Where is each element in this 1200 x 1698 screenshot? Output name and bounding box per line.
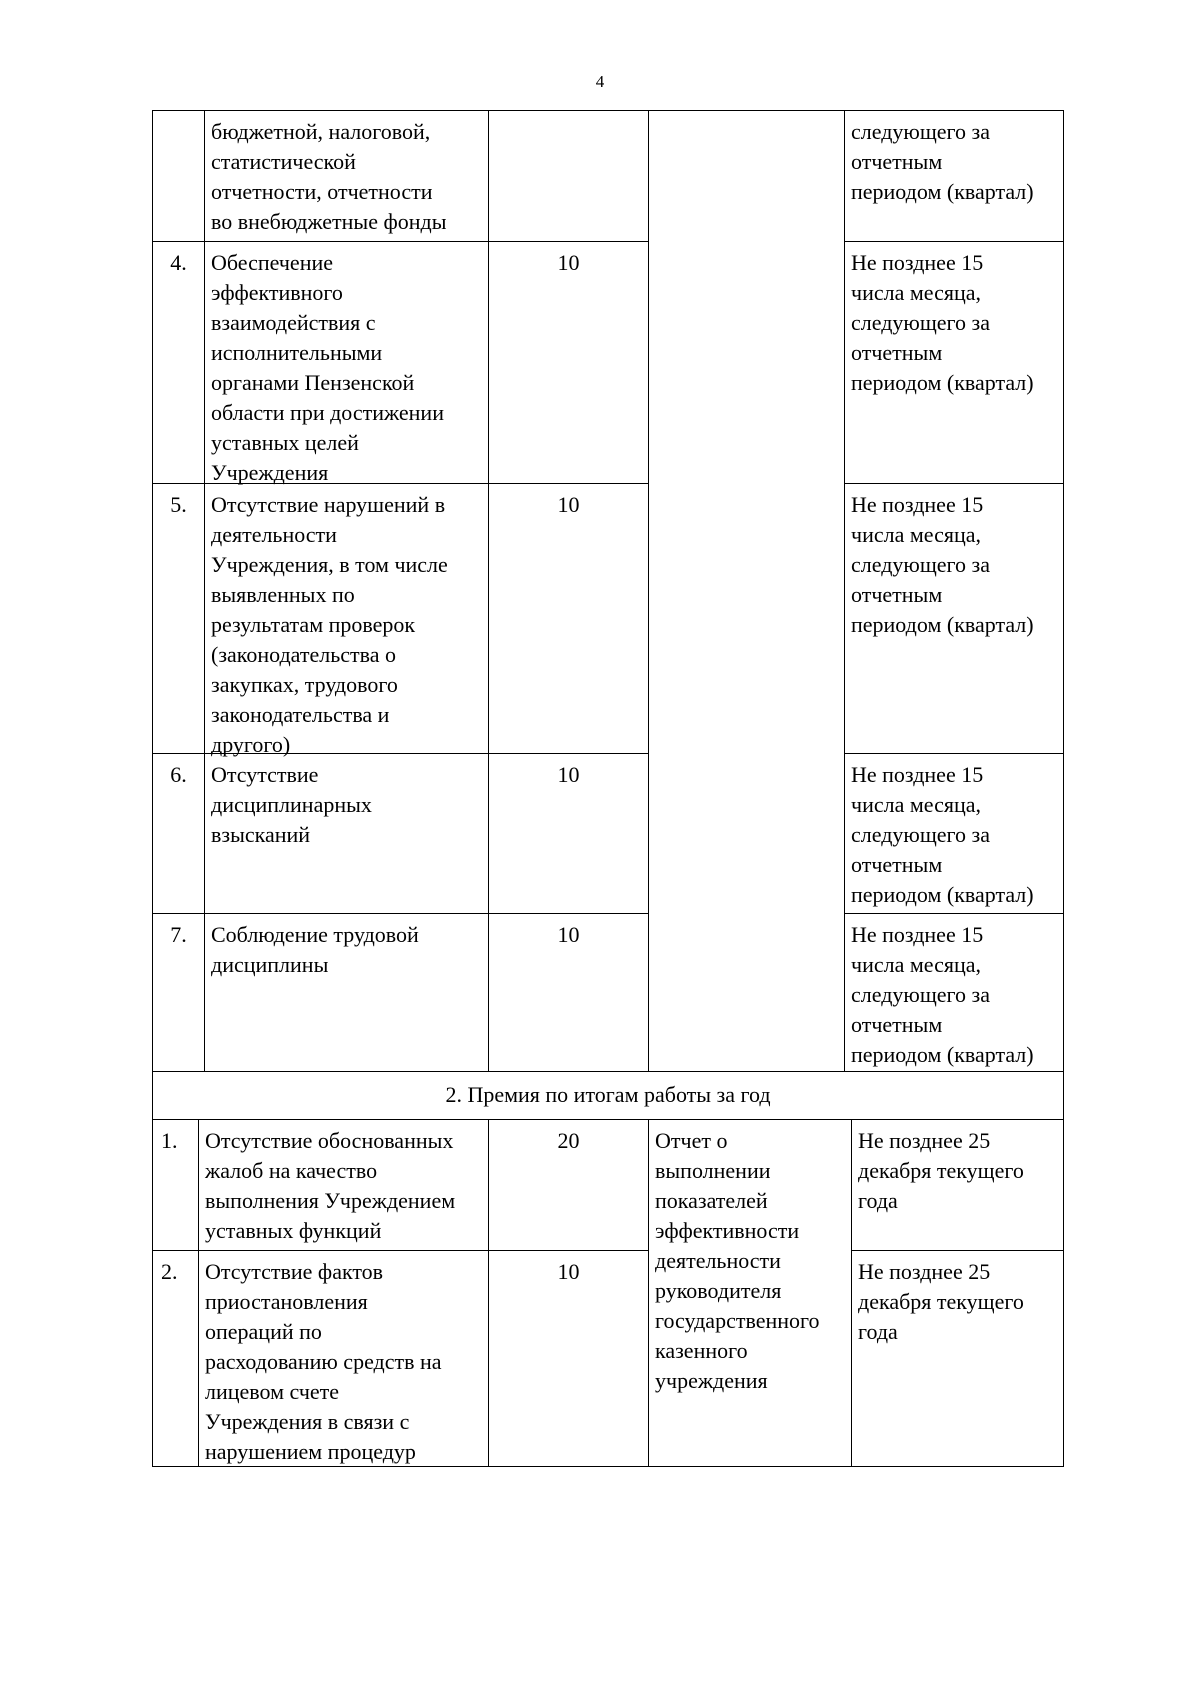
text-line: другого) <box>211 732 291 757</box>
text-line: учреждения <box>655 1368 768 1393</box>
text-line: органами Пензенской <box>211 370 415 395</box>
row-number-cell: 4. <box>152 241 205 484</box>
text-line: отчетным <box>851 852 943 877</box>
text-line: взысканий <box>211 822 311 847</box>
score-cell: 10 <box>488 913 649 1072</box>
text-line: дисциплинарных <box>211 792 372 817</box>
text-line: деятельности <box>211 522 337 547</box>
text-line: деятельности <box>655 1248 781 1273</box>
report-source-cell <box>648 110 845 1072</box>
text-line: взаимодействия с <box>211 310 376 335</box>
text-line: следующего за <box>851 310 990 335</box>
text-line: выполнения Учреждением <box>205 1188 456 1213</box>
text-line: бюджетной, налоговой, <box>211 119 431 144</box>
indicator-cell <box>204 913 489 1072</box>
text-line: руководителя <box>655 1278 782 1303</box>
text-line: исполнительными <box>211 340 383 365</box>
text-line: результатам проверок <box>211 612 416 637</box>
text-line: эффективности <box>655 1218 800 1243</box>
text-line: числа месяца, <box>851 792 982 817</box>
score-cell: 10 <box>488 1250 649 1467</box>
score-cell: 10 <box>488 483 649 754</box>
text-line: декабря текущего <box>858 1289 1024 1314</box>
text-line: периодом (квартал) <box>851 1042 1034 1067</box>
row-number-cell <box>152 110 205 242</box>
text-line: дисциплины <box>211 952 329 977</box>
text-line: Отсутствие обоснованных <box>205 1128 454 1153</box>
text-line: лицевом счете <box>205 1379 340 1404</box>
row-number-cell: 5. <box>152 483 205 754</box>
text-line: Не позднее 15 <box>851 762 984 787</box>
text-line: жалоб на качество <box>205 1158 378 1183</box>
indicator-cell <box>204 241 489 484</box>
text-line: эффективного <box>211 280 343 305</box>
text-line: Не позднее 25 <box>858 1128 991 1153</box>
text-line: Учреждения <box>211 460 329 485</box>
indicator-cell <box>204 483 489 757</box>
text-line: числа месяца, <box>851 952 982 977</box>
text-line: Не позднее 15 <box>851 250 984 275</box>
indicator-cell <box>204 110 489 242</box>
score-cell: 20 <box>488 1119 649 1251</box>
deadline-cell <box>844 483 1064 754</box>
text-line: уставных функций <box>205 1218 382 1243</box>
text-line: отчетным <box>851 149 943 174</box>
row-number-cell: 1. <box>152 1119 199 1251</box>
row-number-cell: 7. <box>152 913 205 1072</box>
text-line: декабря текущего <box>858 1158 1024 1183</box>
text-line: Обеспечение <box>211 250 333 275</box>
text-line: (законодательства о <box>211 642 397 667</box>
text-line: Отсутствие нарушений в <box>211 492 446 517</box>
text-line: года <box>858 1319 898 1344</box>
score-cell <box>488 110 649 242</box>
text-line: выполнении <box>655 1158 771 1183</box>
text-line: Соблюдение трудовой <box>211 922 419 947</box>
report-source-cell <box>648 1119 852 1467</box>
deadline-cell <box>851 1119 1064 1251</box>
text-line: следующего за <box>851 982 990 1007</box>
text-line: статистической <box>211 149 356 174</box>
indicator-cell <box>204 753 489 914</box>
text-line: приостановления <box>205 1289 368 1314</box>
text-line: Учреждения, в том числе <box>211 552 448 577</box>
text-line: выявленных по <box>211 582 355 607</box>
indicator-cell <box>198 1119 489 1251</box>
text-line: числа месяца, <box>851 522 982 547</box>
score-cell: 10 <box>488 753 649 914</box>
score-cell: 10 <box>488 241 649 484</box>
text-line: периодом (квартал) <box>851 882 1034 907</box>
deadline-cell <box>844 241 1064 484</box>
text-line: закупках, трудового <box>211 672 398 697</box>
text-line: Не позднее 25 <box>858 1259 991 1284</box>
text-line: во внебюджетные фонды <box>211 209 447 234</box>
text-line: следующего за <box>851 119 990 144</box>
text-line: законодательства и <box>211 702 390 727</box>
text-line: периодом (квартал) <box>851 179 1034 204</box>
page-number: 4 <box>595 72 605 91</box>
text-line: казенного <box>655 1338 748 1363</box>
text-line: периодом (квартал) <box>851 370 1034 395</box>
deadline-cell <box>844 913 1064 1072</box>
text-line: Не позднее 15 <box>851 492 984 517</box>
text-line: Отсутствие фактов <box>205 1259 384 1284</box>
text-line: отчетным <box>851 1012 943 1037</box>
text-line: уставных целей <box>211 430 359 455</box>
text-line: следующего за <box>851 552 990 577</box>
deadline-cell <box>844 110 1064 242</box>
text-line: числа месяца, <box>851 280 982 305</box>
text-line: Отсутствие <box>211 762 319 787</box>
row-number-cell: 6. <box>152 753 205 914</box>
text-line: государственного <box>655 1308 820 1333</box>
text-line: отчетности, отчетности <box>211 179 433 204</box>
text-line: года <box>858 1188 898 1213</box>
deadline-cell <box>851 1250 1064 1467</box>
text-line: расходованию средств на <box>205 1349 442 1374</box>
text-line: следующего за <box>851 822 990 847</box>
text-line: Не позднее 15 <box>851 922 984 947</box>
text-line: Отчет о <box>655 1128 728 1153</box>
text-line: периодом (квартал) <box>851 612 1034 637</box>
row-number-cell: 2. <box>152 1250 199 1467</box>
indicator-cell <box>198 1250 489 1467</box>
text-line: нарушением процедур <box>205 1439 416 1464</box>
text-line: области при достижении <box>211 400 444 425</box>
text-line: показателей <box>655 1188 768 1213</box>
text-line: отчетным <box>851 340 943 365</box>
deadline-cell <box>844 753 1064 914</box>
text-line: операций по <box>205 1319 322 1344</box>
section-title: 2. Премия по итогам работы за год <box>152 1071 1064 1120</box>
text-line: Учреждения в связи с <box>205 1409 410 1434</box>
text-line: отчетным <box>851 582 943 607</box>
